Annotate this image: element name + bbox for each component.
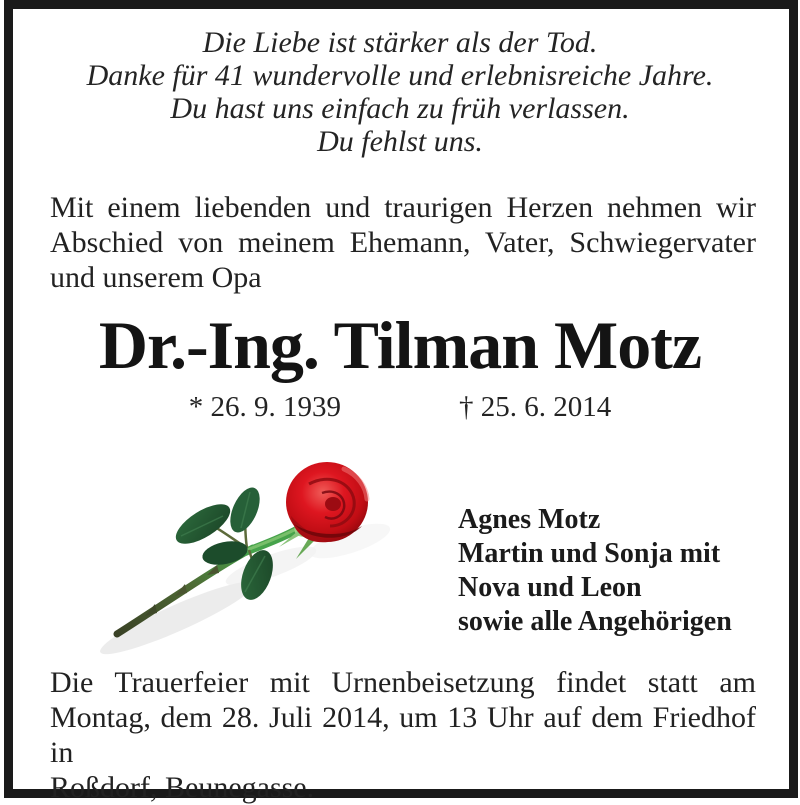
- intro-line: und unserem Opa: [50, 261, 262, 294]
- mourner-line: sowie alle Angehörigen: [458, 606, 732, 637]
- rose-icon: [95, 446, 435, 661]
- epigraph-line: Du hast uns einfach zu früh verlassen.: [170, 92, 630, 125]
- mourner-line: Martin und Sonja mit: [458, 538, 721, 569]
- epigraph-line: Die Liebe ist stärker als der Tod.: [202, 26, 598, 59]
- intro-line: Mit einem liebenden und traurigen Herzen nehmen wir: [50, 191, 756, 224]
- birth-date: * 26. 9. 1939: [188, 391, 341, 423]
- life-dates: [0, 391, 800, 423]
- deceased-name: Dr.-Ing. Tilman Motz: [98, 307, 702, 383]
- death-date: † 25. 6. 2014: [459, 391, 612, 423]
- epigraph: [55, 26, 745, 158]
- funeral-info: [50, 665, 756, 805]
- intro-line: Abschied von meinem Ehemann, Vater, Schwiegervater: [50, 226, 756, 259]
- rose-image: [95, 446, 435, 661]
- funeral-info-line: Montag, dem 28. Juli 2014, um 13 Uhr auf dem Friedhof in: [50, 701, 756, 769]
- mourner-line: Nova und Leon: [458, 572, 642, 603]
- funeral-info-line: Die Trauerfeier mit Urnenbeisetzung findet statt am: [50, 666, 756, 699]
- mourner-line: Agnes Motz: [458, 504, 601, 535]
- epigraph-line: Danke für 41 wundervolle und erlebnisreiche Jahre.: [86, 59, 714, 92]
- intro-paragraph: [50, 190, 756, 295]
- funeral-info-line: Roßdorf, Beunegasse.: [50, 771, 315, 804]
- epigraph-line: Du fehlst uns.: [317, 125, 483, 158]
- mourners-list: [458, 503, 732, 639]
